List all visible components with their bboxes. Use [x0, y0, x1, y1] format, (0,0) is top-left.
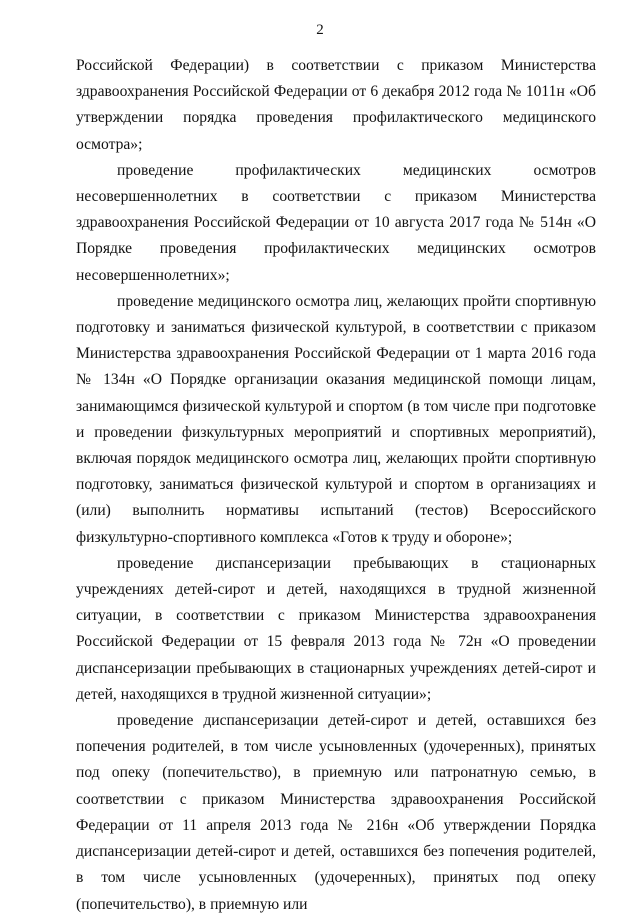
paragraph-sports-exams: проведение медицинского осмотра лиц, желающих пройти спортивную подготовку и заниматься физической культурой, в соответствии с приказом Министерства здравоохранения Российской Федерации от 1 марта 2016 года № 134н «О Порядке организации оказания медицинской помощи лицам, занимающимся физической культурой и спортом (в том числе при подготовке и проведении физкультурных мероприятий и спортивных мероприятий), включая порядок медицинского осмотра лиц, желающих пройти спортивную подготовку, заниматься физической культурой и спортом в организациях и (или) выполнить нормативы испытаний (тестов) Всероссийского физкультурно-спортивного комплекса «Готов к труду и обороне»;: [76, 292, 596, 546]
document-body: [76, 53, 596, 918]
page-number: 2: [316, 22, 324, 38]
paragraph-orphans-foster: проведение диспансеризации детей-сирот и детей, оставшихся без попечения родителей, в том числе усыновленных (удочеренных), принятых под опеку (попечительство), в приемную или патронатную семью, в соответствии с приказом Министерства здравоохранения Российской Федерации от 11 апреля 2013 года № 216н «Об утверждении Порядка диспансеризации детей-сирот и детей, оставшихся без попечения родителей, в том числе усыновленных (удочеренных), принятых под опеку (попечительство), в приемную или: [76, 712, 596, 913]
paragraph-orphans-institutions: проведение диспансеризации пребывающих в стационарных учреждениях детей-сирот и детей, находящихся в трудной жизненной ситуации, в соответствии с приказом Министерства здравоохранения Российской Федерации от 15 февраля 2013 года № 72н «О проведении диспансеризации пребывающих в стационарных учреждениях детей-сирот и детей, находящихся в трудной жизненной ситуации»;: [76, 554, 596, 703]
paragraph-1011n-order: Российской Федерации) в соответствии с приказом Министерства здравоохранения Российской Федерации от 6 декабря 2012 года № 1011н «Об утверждении порядка проведения профилактического медицинского осмотра»;: [76, 57, 596, 153]
paragraph-minors-exams: проведение профилактических медицинских осмотров несовершеннолетних в соответствии с приказом Министерства здравоохранения Российской Федерации от 10 августа 2017 года № 514н «О Порядке проведения профилактических медицинских осмотров несовершеннолетних»;: [76, 161, 596, 284]
